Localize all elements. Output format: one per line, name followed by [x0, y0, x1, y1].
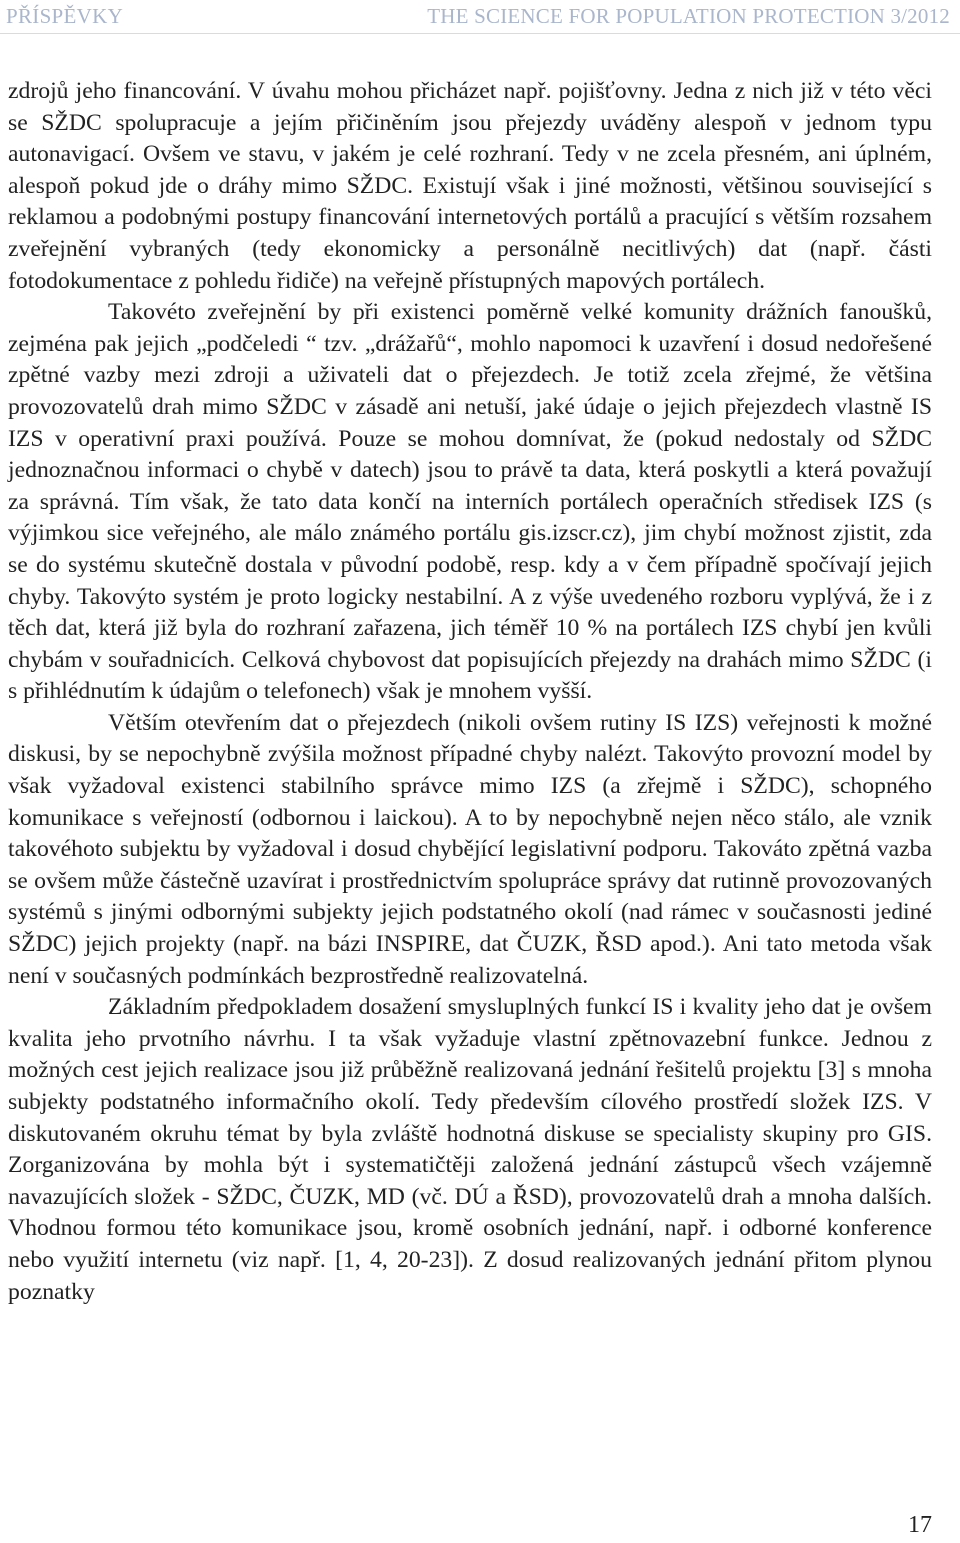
section-label: PŘÍSPĚVKY	[6, 4, 124, 28]
running-header	[0, 0, 960, 34]
page-number: 17	[908, 1512, 932, 1538]
paragraph: Základním předpokladem dosažení smysluplných funkcí IS i kvality jeho dat je ovšem kvalita jeho prvotního návrhu. I ta však vyžaduje vlastní zpětnovazební funkce. Jednou z možných cest jejich realizace jsou již průběžně realizovaná jednání řešitelů projektu [3] s mnoha subjekty podstatného informačního okolí. Tedy především cílového prostředí složek IZS. V diskutovaném okruhu témat by byla zvláště hodnotná diskuse se specialisty skupiny pro GIS. Zorganizována by mohla být i systematičtěji založená jednání zástupců všech vzájemně navazujících složek - SŽDC, ČUZK, MD (vč. DÚ a ŘSD), provozovatelů drah a mnoha dalších. Vhodnou formou této komunikace jsou, kromě osobních jednání, např. i odborné konference nebo využití internetu (viz např. [1, 4, 20-23]). Z dosud realizovaných jednání přitom plynou poznatky	[8, 994, 932, 1305]
journal-title: THE SCIENCE FOR POPULATION PROTECTION 3/2012	[427, 4, 950, 28]
paragraph: Větším otevřením dat o přejezdech (nikoli ovšem rutiny IS IZS) veřejnosti k možné diskusi, by se nepochybně zvýšila možnost případné chyby nalézt. Takovýto provozní model by však vyžadoval existenci stabilního správce mimo IZS (a zřejmě i SŽDC), schopného komunikace s veřejností (odbornou i laickou). A to by nepochybně nejen něco stálo, ale vznik takovéhoto subjektu by vyžadoval i dosud chybějící legislativní podporu. Takováto zpětná vazba se ovšem může částečně uzavírat i prostřednictvím spolupráce správy dat rutinně provozovaných systémů s jinými odbornými subjekty jejich podstatného okolí (nad rámec v současnosti jediné SŽDC) jejich projekty (např. na bázi INSPIRE, dat ČUZK, ŘSD apod.). Ani tato metoda však není v současných podmínkách bezprostředně realizovatelná.	[8, 709, 932, 989]
paragraph: Takovéto zveřejnění by při existenci poměrně velké komunity drážních fanoušků, zejména pak jejich „podčeledi “ tzv. „drážařů“, mohlo napomoci k uzavření i dosud nedořešené zpětné vazby mezi zdroji a uživateli dat o přejezdech. Je totiž zcela zřejmé, že většina provozovatelů drah mimo SŽDC v zásadě ani netuší, jaké údaje o jejich přejezdech vlastně IS IZS v operativní praxi používá. Pouze se mohou domnívat, že (pokud nedostaly od SŽDC jednoznačnou informaci o chybě v datech) jsou to právě ta data, která poskytli a která považují za správná. Tím však, že tato data končí na interních portálech operačních středisek IZS (s výjimkou sice veřejného, ale málo známého portálu gis.izscr.cz), jim chybí možnost zjistit, zda se do systému skutečně dostala v původní podobě, resp. kdy a v čem případně spočívají jejich chyby. Takovýto systém je proto logicky nestabilní. A z výše uvedeného rozboru vyplývá, že i z těch dat, která již byla do rozhraní zařazena, jich téměř 10 % na portálech IZS chybí jen kvůli chybám v souřadnicích. Celková chybovost dat popisujících přejezdy na drahách mimo SŽDC (i s přihlédnutím k údajům o telefonech) však je mnohem vyšší.	[8, 299, 932, 705]
article-body	[8, 76, 932, 1308]
paragraph-continuation: zdrojů jeho financování. V úvahu mohou přicházet např. pojišťovny. Jedna z nich již v této věci se SŽDC spolupracuje a jejím přičiněním jsou přejezdy uváděny alespoň v jednom typu autonavigací. Ovšem ve stavu, v jakém je celé rozhraní. Tedy v ne zcela přesném, ani úplném, alespoň pokud jde o dráhy mimo SŽDC. Existují však i jiné možnosti, většinou související s reklamou a podobnými postupy financování internetových portálů a pracující s větším rozsahem zveřejnění vybraných (tedy ekonomicky a personálně necitlivých) dat (např. části fotodokumentace z pohledu řidiče) na veřejně přístupných mapových portálech.	[8, 78, 932, 294]
